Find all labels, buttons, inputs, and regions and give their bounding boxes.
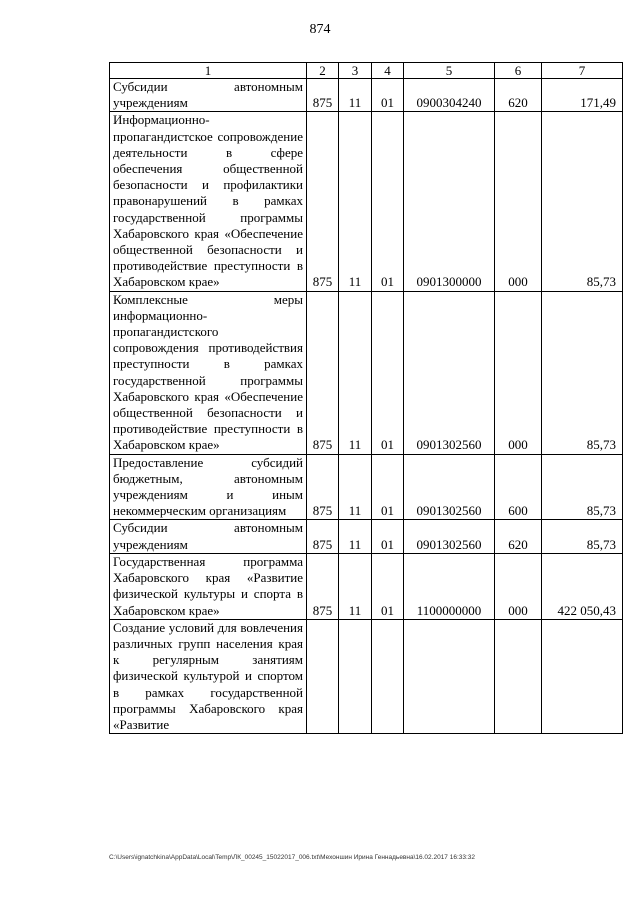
row-subsection xyxy=(372,619,404,733)
row-amount: 85,73 xyxy=(542,291,623,454)
row-description: Субсидии автономным учреждениям xyxy=(110,79,307,112)
row-subsection: 01 xyxy=(372,553,404,619)
row-target: 0901300000 xyxy=(404,112,495,291)
column-header: 2 xyxy=(307,63,339,79)
column-header: 5 xyxy=(404,63,495,79)
row-expense-type: 000 xyxy=(495,291,542,454)
column-header: 7 xyxy=(542,63,623,79)
row-amount: 171,49 xyxy=(542,79,623,112)
table-row xyxy=(110,454,623,520)
row-subsection: 01 xyxy=(372,291,404,454)
table-row xyxy=(110,520,623,553)
row-code xyxy=(307,619,339,733)
row-code: 875 xyxy=(307,520,339,553)
row-description: Субсидии автономным учреждениям xyxy=(110,520,307,553)
table-row xyxy=(110,112,623,291)
column-header: 1 xyxy=(110,63,307,79)
column-header: 4 xyxy=(372,63,404,79)
row-amount: 422 050,43 xyxy=(542,553,623,619)
row-section: 11 xyxy=(339,112,372,291)
row-description: Создание условий для вовлечения различных групп населения края к регулярным занятиям физической культурой и спортом в рамках государственной программы Хабаровского края «Развитие xyxy=(110,619,307,733)
row-code: 875 xyxy=(307,112,339,291)
row-section: 11 xyxy=(339,454,372,520)
table-row xyxy=(110,553,623,619)
row-target: 0901302560 xyxy=(404,291,495,454)
row-amount xyxy=(542,619,623,733)
row-code: 875 xyxy=(307,454,339,520)
row-code: 875 xyxy=(307,79,339,112)
row-section: 11 xyxy=(339,79,372,112)
row-section: 11 xyxy=(339,520,372,553)
row-code: 875 xyxy=(307,291,339,454)
column-header: 3 xyxy=(339,63,372,79)
row-expense-type: 600 xyxy=(495,454,542,520)
row-target: 0901302560 xyxy=(404,454,495,520)
row-expense-type: 620 xyxy=(495,79,542,112)
row-amount: 85,73 xyxy=(542,112,623,291)
row-description: Предоставление субсидий бюджетным, автономным учреждениям и иным некоммерческим организациям xyxy=(110,454,307,520)
table-row xyxy=(110,619,623,733)
row-section: 11 xyxy=(339,553,372,619)
row-code: 875 xyxy=(307,553,339,619)
row-amount: 85,73 xyxy=(542,454,623,520)
row-subsection: 01 xyxy=(372,520,404,553)
row-subsection: 01 xyxy=(372,79,404,112)
row-target: 0901302560 xyxy=(404,520,495,553)
row-expense-type: 620 xyxy=(495,520,542,553)
column-header: 6 xyxy=(495,63,542,79)
row-target xyxy=(404,619,495,733)
row-description: Государственная программа Хабаровского края «Развитие физической культуры и спорта в Хабаровском крае» xyxy=(110,553,307,619)
row-expense-type: 000 xyxy=(495,112,542,291)
row-expense-type xyxy=(495,619,542,733)
row-target: 1100000000 xyxy=(404,553,495,619)
row-expense-type: 000 xyxy=(495,553,542,619)
table-header-row xyxy=(110,63,623,79)
table-row xyxy=(110,79,623,112)
file-path-footer: C:\Users\ignatchkina\AppData\Local\Temp\ЛК_00245_15022017_006.txt\Мехоншин Ирина Геннадьевна\16.02.2017 16:33:32 xyxy=(109,854,476,861)
row-description: Информационно-пропагандистское сопровождение деятельности в сфере обеспечения общественной безопасности и профилактики правонарушений в рамках государственной программы Хабаровского края «Обеспечение общественной безопасности и противодействие преступности в Хабаровском крае» xyxy=(110,112,307,291)
row-subsection: 01 xyxy=(372,454,404,520)
row-description: Комплексные меры информационно-пропагандистского сопровождения противодействия преступности в рамках государственной программы Хабаровского края «Обеспечение общественной безопасности и противодействие преступности в Хабаровском крае» xyxy=(110,291,307,454)
table-row xyxy=(110,291,623,454)
budget-table xyxy=(109,62,623,734)
row-amount: 85,73 xyxy=(542,520,623,553)
row-section: 11 xyxy=(339,291,372,454)
row-subsection: 01 xyxy=(372,112,404,291)
row-target: 0900304240 xyxy=(404,79,495,112)
row-section xyxy=(339,619,372,733)
page-number: 874 xyxy=(309,22,331,37)
